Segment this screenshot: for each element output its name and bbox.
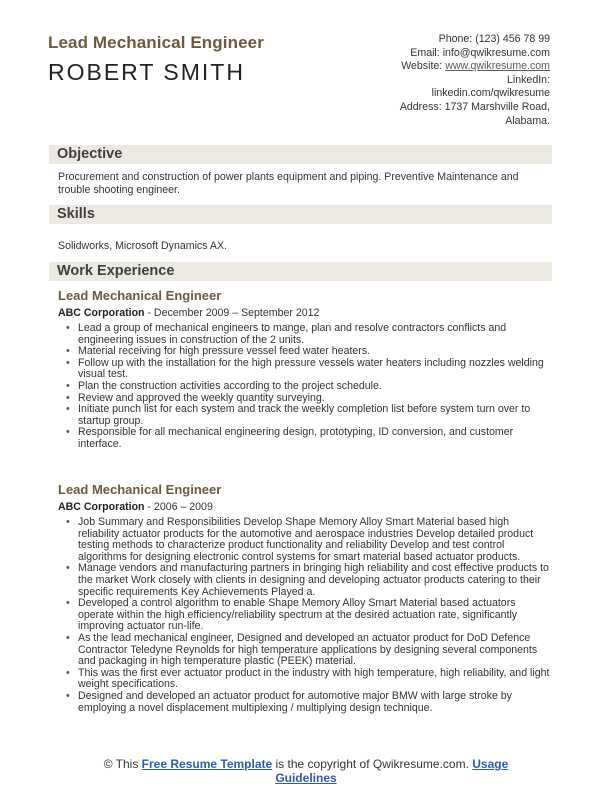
job-2-title: Lead Mechanical Engineer	[58, 482, 222, 497]
email-value[interactable]: info@qwikresume.com	[442, 46, 550, 59]
job-2-company: ABC Corporation	[58, 501, 145, 513]
phone-value: (123) 456 78 99	[475, 33, 550, 45]
website-label: Website:	[401, 60, 443, 73]
job-1-title: Lead Mechanical Engineer	[58, 288, 222, 303]
skills-section-bar	[49, 205, 552, 224]
address-line1: 1737 Marshville Road,	[444, 100, 550, 113]
list-item: • Developed a control algorithm to enable Shape Memory Alloy Smart Material based actuators operate within the high efficiency/reliability spectrum at the desired actuation rate, significantly improving actuator run-life.	[66, 598, 550, 633]
list-item: • Responsible for all mechanical engineering design, prototyping, ID conversion, and customer interface.	[66, 427, 550, 450]
job-1-dates: - December 2009 – September 2012	[144, 307, 320, 319]
list-item: • As the lead mechanical engineer, Designed and developed an actuator product for DoD Defence Contractor Teledyne Reynolds for high temperature applications by designing several components and packaging in high temperature plastic (PEEK) material.	[66, 633, 550, 668]
list-item: • Lead a group of mechanical engineers to mange, plan and resolve contractors conflicts and engineering issues in construction of the 2 units.	[66, 323, 550, 346]
job-2-dates: - 2006 – 2009	[144, 501, 213, 513]
contact-email	[310, 47, 550, 61]
objective-text: Procurement and construction of power plants equipment and piping. Preventive Maintenance and trouble shooting engineer.	[58, 171, 519, 196]
email-label: Email:	[410, 46, 440, 59]
list-item: • Designed and developed an actuator product for automotive major BMW with large stroke by employing a novel displacement multiplexing / multiplying design technique.	[66, 691, 550, 714]
experience-section-bar	[49, 262, 552, 281]
header-left	[48, 33, 348, 86]
footer-prefix: © This	[103, 757, 142, 771]
job-2-bullets	[66, 517, 550, 714]
address-line2: Alabama.	[505, 114, 550, 127]
contact-block	[310, 33, 550, 128]
address-label: Address:	[399, 100, 442, 113]
contact-phone	[310, 33, 550, 47]
person-name: ROBERT SMITH	[48, 59, 245, 85]
list-item: • Follow up with the installation for the high pressure vessels water heaters including nozzles welding visual test.	[66, 358, 550, 381]
job-2-meta	[58, 501, 213, 513]
experience-heading: Work Experience	[57, 263, 175, 279]
list-item: • Manage vendors and manufacturing partners in bringing high reliability and cost effective products to the market Work closely with clients in designing and developing actuator products catering to their specific requirements Key Achievements Played a.	[66, 563, 550, 598]
list-item: • Review and approved the weekly quantity surveying.	[66, 393, 550, 405]
job-1-bullets	[66, 323, 550, 451]
list-item: • Initiate punch list for each system and track the weekly completion list before system turn over to startup group.	[66, 404, 550, 427]
free-resume-template-link[interactable]: Free Resume Template	[141, 757, 273, 771]
website-link[interactable]: www.qwikresume.com	[445, 60, 550, 73]
contact-linkedin-label: LinkedIn:	[507, 73, 550, 86]
job-1-company: ABC Corporation	[58, 307, 145, 319]
job-title: Lead Mechanical Engineer	[48, 33, 264, 52]
list-item: • Material receiving for high pressure vessel feed water heaters.	[66, 346, 550, 358]
guidelines-link[interactable]: Guidelines	[275, 771, 337, 785]
objective-section-bar	[49, 145, 552, 164]
list-item: • Job Summary and Responsibilities Develop Shape Memory Alloy Smart Material based high reliability actuator products for the automotive and aerospace industries Develop detailed product testing methods to characterize product functionality and reliability Develop and test control algorithms for designing electronic control systems for smart material based actuator products.	[66, 517, 550, 563]
footer	[60, 757, 552, 785]
footer-middle: is the copyright of Qwikresume.com.	[272, 757, 473, 771]
skills-text: Solidworks, Microsoft Dynamics AX.	[58, 240, 227, 252]
skills-heading: Skills	[57, 206, 95, 222]
contact-linkedin-value[interactable]: linkedin.com/qwikresume	[431, 87, 550, 100]
contact-address	[310, 101, 550, 115]
job-1-meta	[58, 307, 319, 319]
contact-website	[310, 60, 550, 74]
phone-label: Phone:	[438, 33, 473, 45]
list-item: • Plan the construction activities according to the project schedule.	[66, 381, 550, 393]
usage-link[interactable]: Usage	[472, 757, 509, 771]
objective-heading: Objective	[57, 146, 123, 162]
list-item: • This was the first ever actuator product in the industry with high temperature, high reliability, and light weight specifications.	[66, 668, 550, 691]
